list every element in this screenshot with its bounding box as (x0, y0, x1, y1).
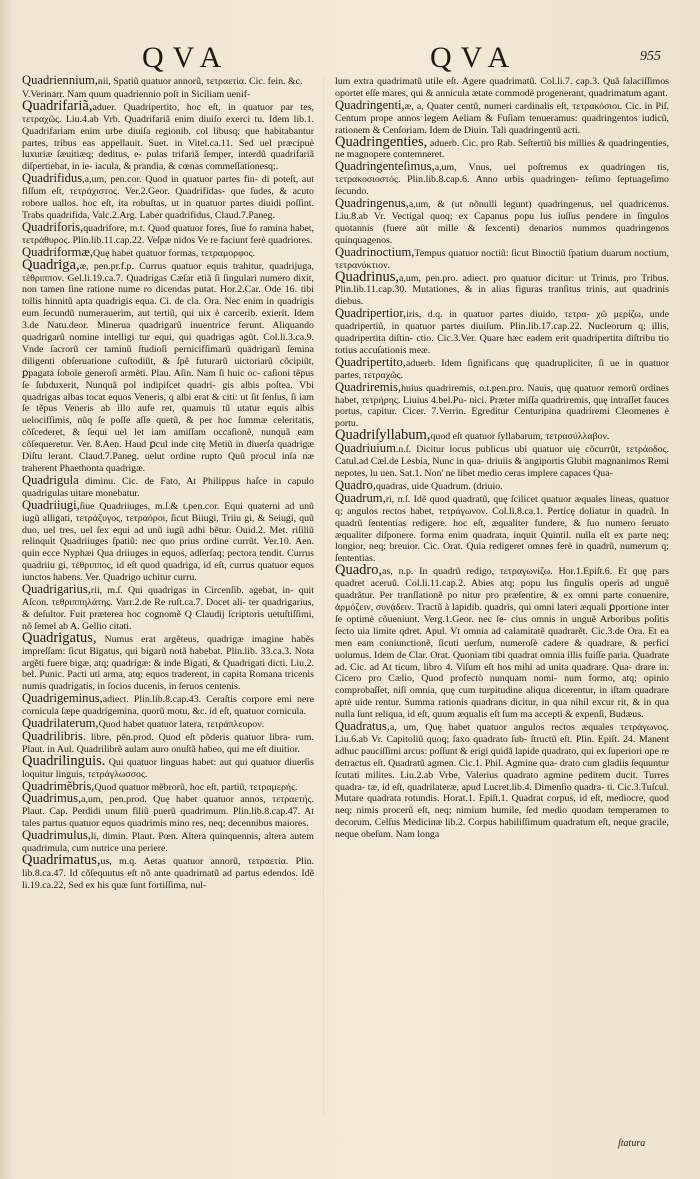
page-number: 955 (640, 49, 661, 64)
entry-text: V.Verinarr. Nam quum quadriennio poſt in Siciliam uenif- (22, 88, 251, 100)
dictionary-entry (22, 584, 314, 633)
entry-text: quod eſt quatuor ſyllabarum, τετρασύλλαβον. (430, 431, 610, 443)
column-gutter (323, 76, 324, 1116)
dictionary-entry (22, 693, 314, 718)
running-head-right: QVA (430, 41, 519, 74)
entry-text: huius quadriremis, o.t.pen.pro. Nauis, quę quatuor remorũ ordines habet, τετρήρης. Liuius 4.bel.Pu- nici. Præter miſſa quadriremis, quę intraſſet fauces portus, capitur. Cicer. 7.Verrin. Egreditur Centuripina quadriremi Cleomenes è portu. (335, 382, 669, 430)
dictionary-entry (22, 219, 314, 247)
dictionary-entry (335, 198, 669, 247)
entry-headword: Quadrigatus, (22, 629, 97, 646)
entry-headword: Quadringenteſimus, (335, 159, 435, 174)
entry-headword: Quadrilibris. (22, 728, 87, 743)
entry-text: .n.ſ. Dicitur locus publicus ubi quatuor uię cõcurrũt, τετράοδος. Catul.ad Cæl.de Lesbia, Nunc in qua- driuiis & angiportis Glubit magnanimos Remi nepotes, lu uen. Sat.1. Non' ne libet medio ceras implere capaces Qua- (335, 444, 669, 479)
entry-text: us, m.q. Aetas quatuor annorũ, τετραετία. Plin. lib.8.ca.47. Id cõſequutus eſt nõ ante quadrimatũ ad partus edendos. Idẽ li.19.ca.22, Sed ex his quæ ſunt fortiſſima, nul- (22, 856, 314, 891)
entry-headword: Quadrilaterum, (22, 716, 99, 731)
dictionary-entry (22, 256, 314, 475)
entry-headword: Quadriformæ, (22, 244, 93, 259)
entry-headword: Quadriuium (335, 441, 396, 456)
dictionary-entry (335, 354, 669, 382)
dictionary-entry (22, 97, 314, 173)
entry-headword: Quadro, (335, 477, 376, 492)
entry-text: libre, pẽn.prod. Quod eſt põderis quatuor libra- rum. Plaut. in Aul. Quadrilibrẽ aulam auro onuſtã habeo, qui me eſt diuitior. (22, 731, 314, 755)
entry-headword: Quadrifariã, (22, 97, 93, 114)
catchword: ſtatura (618, 1138, 646, 1149)
dictionary-entry (22, 629, 314, 694)
entry-headword: Quadringenties, (335, 133, 428, 150)
entry-text: aduerb. Cic. pro Rab. Seſtertiũ bis millies & quadringenties, ne magnopere contemneret. (335, 137, 669, 161)
dictionary-entry (22, 497, 314, 584)
entry-headword: Quadripertito, (335, 354, 406, 369)
entry-text: Quod quatuor mẽbrorũ, hoc eſt, partiũ, τετραμερής. (94, 781, 298, 793)
entry-text: aduer. Quadripertito, hoc eſt, in quatuor par tes, τετραχῶς. Liu.4.ab Vrb. Quadrifariã enim diuiſo exerci tu. Idem lib.1. Quadrifariam enim urbe diuiſa regionib. col libusq; que habitabantur partes, tribus eas appellauit. Suet. in Vitel.ca.11. Sed uel præcipuè luxuriæ ſæuitiæq; deditus, e- pulas trifariã ſemper, interdũ quadrifariã diſpertiebat, in ie- iacula, & prandia, & cœnas commeſſationesq;. (22, 101, 314, 173)
dictionary-entry (22, 173, 314, 222)
entry-headword: Quadrinus, (335, 268, 400, 285)
entry-headword: Quadratus, (335, 719, 390, 734)
entry-text: nii, Spatiũ quatuor annorũ, τετραετία. Cic. fein. &c. (97, 76, 303, 87)
right-column (335, 75, 669, 841)
dictionary-entry (335, 75, 669, 100)
entry-headword: Quadrifidus (22, 171, 83, 186)
entry-headword: Quadrigula (22, 472, 79, 487)
dictionary-entry (335, 443, 669, 480)
entry-text: Quę habet quatuor formas, τετραμορφος. (93, 247, 256, 259)
dictionary-entry (335, 490, 669, 565)
running-head-left: QVA (142, 41, 231, 74)
entry-text: Qui quatuor linguas habet: aut qui quatuor diuerſis loquitur linguis, τετράγλωσσος. (22, 756, 314, 780)
entry-text: lum extra quadrimatũ utile eſt. Agere quadrimatũ. Col.li.7. cap.3. Quã ſalaciſſimos oportet eſſe mares, qui & annicula ætate commodè progenerant, quadrimatum agant. (335, 76, 669, 99)
entry-text: Numus erat argẽteus, quadrigæ imagine habẽs impreſſam: ſicut Bigatus, qui bigarũ notã habebat. Plin.lib. 33.ca.3. Nota argẽti fuere bigæ, atq; quadrigæ: & inde Bigati, & Quadrigati dicti. Liu.2. bel. Punic. Pacti uti arma, atq; equos traderent, in capita Romana tricenis numis quadrigatis, in ſocios ducenis, in ſeruos centenis. (22, 633, 314, 693)
entry-headword: Quadriiugi, (22, 497, 80, 512)
entry-text: quadras, uide Quadrum. (driuio. (375, 480, 503, 492)
entry-text: ri, n.ſ. Idẽ quod quadratũ, quę ſcilicet quatuor æquales lineas, quatuor q; angulos rectos habet, τετράγωνον. Col.li.8.ca.1. Perticę doliatur in quadrũ. In quadrũ ſententias redigere. hoc eſt, æqualiter fundere, & ſuo numero ſeruato æqualiter diſponere. forma enim quadrata, inquit Quintil. nulla eſt ex parte neq; longior, neq; breuior. Cic. Orat. Quia redigeret omnes ferè in quadrũ, numerum q; ſententias. (335, 493, 669, 565)
entry-text: a,um, & (ut nõnulli legunt) quadringenus, uel quadricenus. Liu.8.ab Vr. Vectigal quoq; ex Capanus popu lus iuſſus pendere in ſingulos quotannis (fuere aũt mille & ſexcenti) denarios nummos quadringenos quinquagenos. (335, 199, 669, 246)
entry-headword: Quadrigarius, (22, 582, 91, 597)
dictionary-entry (22, 793, 314, 830)
entry-headword: Quadriennium, (22, 73, 98, 87)
entry-headword: Quadrimẽbris, (22, 778, 95, 793)
entry-headword: Quadrum, (335, 490, 386, 505)
dictionary-entry (335, 308, 669, 357)
entry-text: ,a,um, pen.cor. Quod in quatuor partes fin- di poteſt, aut fiſſum eſt, τετράχιστος. Ver.2.Geor. Quadrifidas- que ſudes, & acuto robore uallos. hoc eſt, ita robuſtas, ut in quatuor partes diuidi poſſint. Trabs quadrifida, Valc.2.Arg. Laber quadrifidus, Claud.7.Paneg. (22, 174, 314, 221)
left-column (22, 75, 314, 892)
entry-headword: Quadripertior, (335, 306, 407, 321)
entry-text: a,um, pen.pro. adiect. pro quatuor dicitur: ut Trinus, pro Tribus. Plin.lib.11.cap.30. Mutationes, & in alias figuras tranſitus trinis, aut quadrinis diebus. (335, 272, 669, 308)
entry-headword: Quadringenus, (335, 196, 409, 211)
entry-text: æ, pen.pr.f.p. Currus quatuor equis trahitur, quadrijuga, τέθριππον. Gel.li.19.ca.7. Quadrigas Cæſar etiã ſi ſingulari numero dixit, non tamen ſine ratione nume ro dicendas putat. Hor.2.Car. Ode 16. tibi tollis hinnitũ apta quadrigis equa. Ci. de cla. Ora. Nec enim in quadrigis eum ſecundũ numerauerim, aut tertiũ, qui uix è carcerib. exierit. Idem 3.de Natu.deor. Minerua quadrigarũ inuentrice ferunt. Aliquando quadrigarũ nomine intelligi tur equi, qui quadrigas agũt. Col.li.3.ca.9. Vnde ſacrorũ cer taminũ ſtudioſi pernicifſimarũ quadrigarũ ſemina diligenti obſeruatione cuſtodiũt, & ſpẽ futurarũ uictoriarũ cõcipiũt, ꝑpagata ſobole generoſi armẽti. Plau. Aſin. Nam ſi huic oc- caſioni tẽpus ſe ſubduxerit, Nunquã pol indipiſcet quadri- gis albis poſtea. Vbi quadrigas albas tocat equos Veneris, q albi erat & citi: ut ſit ſenſus, ſi iam ſe tẽpus Veneris ab illo aufe ret, quamuis tũ utatur equis albis uelocifſimis, nũq ſe poſſe aſſe quetũ, & per hoc ſummæ celeritatis, cõſcederet, & ſequi uel let iam amiſſam occaſionẽ, nunquã eam cõſequeretur. Ver. 8.Aen. Haud ꝑcul inde citę Metiũ in diuerſa quadrigæ Diſtu lerant. Claud.7.Paneg. uelut ordine rupto Quũ procul inſa næ traherent Phaethonta quadrigæ. (22, 260, 314, 474)
entry-text: aduerb. Idem ſignificans quę quadrupliciter, ſi ue in quatuor partes, τετραχῶς. (335, 357, 669, 381)
dictionary-entry (335, 268, 669, 309)
entry-text: iris, d.q. in quatuor partes diuido, τετρα- χῶ μερίζω, unde quadripertiũ, in quatuor partes diuiſum. Plin.lib.17.cap.22. Nucleorum q; illis, quadripertita diſtin- ctio. Cic.3.Ver. Quare hæc eadem erit quadripertita diſtribu tio totius accuſationis meæ. (335, 309, 669, 356)
entry-headword: Quadrilinguis. (22, 752, 106, 769)
entry-headword: Quadriſyllabum, (335, 427, 431, 444)
entry-text: li, dimin. Plaut. Pœn. Altera quinquennis, altera autem quadrimula, cum nutrice una periere. (22, 831, 314, 855)
entry-text: Tempus quatuor noctiũ: ſicut Binoctiũ ſpatium duarum noctium, τετρανύκτιον. (335, 247, 669, 271)
entry-headword: Quadro, (335, 562, 383, 579)
entry-headword: Quadrimatus, (22, 852, 101, 868)
entry-headword: Quadrinoctium, (335, 244, 415, 259)
dictionary-entry (335, 379, 669, 431)
entry-text: as, n.p. In quadrũ redigo, τετραγωνίζω. Hor.1.Epiſt.6. Et quę pars quadret aceruũ. Col.li.11.cap.2. Abies atq; popu lus ſingulis operis ad unguẽ quadrãtur. Per tranſlationẽ po nitur pro præſentire, & ex omni parte conuenire, ἁρμόζειν, συνᾴδειν. Tractũ à lapidib. quadris, qui omni lateri æquali ꝑportione inter ſe optimè cõueniunt. Verg.1.Geor. nec ſe- cius omnis in unguẽ Arboribus poſitis ſecto uia limite qdret. Apul. Vt omnia ad calamitatẽ quadrarẽt. Cic.3.de Ora. Et ea men eam coniunctionẽ, ſicuti uerſum, numeroſè cadere & quadrare, & perfici uolumus. Idem de Clar. Orat. Quoniam tibi quadrat omnia illis fuiſſe paria. Quadrate ad. Cic. ad At ticum, libro 4. Viſum eſt hos mihi ad unita quadrare. Qua- drare in. Cicero pro Cælio, Quod profectò nunquam nomi- num formo, atq; opinio comprobaſſet, niſi omnia, quę cum turpitudine aliqua dicerentur, in iſtam quadrare aptè uide rentur. Summa rationis quadrans dicitur, in qua nihil excur rit, & in qua nulla ſunt reliqua, id eſt, quum æqualis eſt ſum ma accepti & expenſi, Budæus. (335, 566, 669, 721)
entry-text: æ, a, Quater centũ, numeri cardinalis eſt, τετρακόσιοι. Cic. in Piſ. Centum prope annos legem Aeliam & Fuſiam tenueramus: quadringentos iudicũ, rationem & Cenſoriam. Idem de Diuin. Tali quadringentũ acti. (335, 100, 669, 136)
entry-text: a, um, Quę habet quatuor angulos rectos æquales τετράγωνος. Liu.6.ab Vr. Capitoliũ quoq; ſaxo quadrato ſub- ſtructũ eſt. Plin. Epiſt. 24. Manent adhuc pauciſſimi arcus: poſſunt & erigi quidã lapide quadrato, qui ex ſuperiori ope re detractus eſt. Quadratũ agmen. Cic.1. Phil. Agmine qua- drato cum gladiis ſequuntur ſcutati milites. Liu.2.ab Vrbe, Valerius quadrato agmine peditem ducit. Turres quadra- tæ, id eſt, quadrilateræ, apud Lucret.lib.4. Dimenſio quadra- ti. Cic.3.Tuſcul. Mutare quadrata rotundis. Horat.1. Epiſt.1. Quadrat corpus, id eſt, mediocre, quod neq; nimis procerũ eſt, neq; nimium humile, ſed medio quodam temperamen to decorum. Celſus Medicinæ lib.2. Corpus habiliſſimum quadratum eſt, neque gracile, neque obeſum. Nam longa (335, 722, 670, 841)
dictionary-entry (335, 97, 669, 137)
dictionary-entry (335, 562, 669, 721)
entry-text: quadrifore, m.t. Quod quatuor fores, ſiue fo ramina habet, τετράθυρος. Plin.lib.11.cap.22. Veſpæ nidos Ve re faciunt ferè quadriores. (22, 222, 314, 246)
dictionary-entry (335, 721, 669, 841)
entry-headword: Quadrimulus, (22, 828, 91, 843)
entry-text: a,um, pen.prod. Quę habet quatuor annos, τετραετής. Plaut. Cap. Perdidi unum filiũ puerũ quadrimum. Plin.lib.8.cap.47. At tales partus quatuor equos quadrimis mino res, neq; decennibus maiores. (22, 794, 314, 830)
entry-headword: Quadriremis, (335, 379, 402, 394)
entry-text: ſiue Quadriiuges, m.ſ.& t.pen.cor. Equi quaterni ad unũ iugũ alligati, τετράζυγος, τετραόροι, ſicut Biiugi, Triiu gi, & Seiugi, quũ duo, uel tres, uel ſex equi ad unũ iugũ adhi bẽtur. Ouid.2. Met. riſiliũ relinquit Quadriiuges ſpatiũ: nec quo prius ordine currũt. Ver.10. Aen. quin ecce Nyphæi Qua driiuges in equos, adſerſaq; pectora tendit. Currus quadriiu gi, τέθριππος, id eſt quod quadriga, id eſt, currus quatuor equos iunctos habens. Ver. Quadrigo uchitur curru. (22, 500, 314, 584)
entry-text: rii, m.ſ. Qui quadrigas in Circenſib. agebat, in- quit Aſcon. τεθριππηλάτης. Varr.2.de Re ruſt.ca.7. Docet ali- ter quadrigarius, & deſultor. Fuit præterea hoc cognomẽ Q Claudij ſcriptoris uetuſtiſſimi, nõ ſemel ab A. Gellio citati. (22, 585, 314, 632)
entry-text: Quod habet quatuor latera, τετράπλευρον. (98, 719, 265, 731)
entry-headword: Quadriga, (22, 256, 80, 273)
dictionary-entry (22, 852, 314, 892)
running-header (0, 40, 700, 76)
dictionary-entry (335, 161, 669, 198)
entry-headword: Quadrimus, (22, 791, 82, 806)
entry-headword: Quadriforis, (22, 219, 84, 234)
dictionary-entry (335, 133, 669, 162)
entry-headword: Quadringenti, (335, 97, 405, 112)
dictionary-entry (22, 75, 314, 88)
entry-text: adiect. Plin.lib.8.cap.43. Ceraſtis corpore emi nere cornicula ſæpe quadrigemina, quorũ motu, &c. id eſt, quatuor cornicula. (22, 694, 314, 718)
entry-text: diminu. Cic. de Fato, At Philippus haſce in capulo quadrigulas uitare monebatur. (22, 475, 314, 499)
entry-text: a,um, Vnus, uel poſtremus ex quadringen tis, τετρακοσιοστός. Plin.lib.8.cap.6. Anno urbis quadringen- teſimo ſeptuageſimo ſecundo. (335, 162, 669, 198)
dictionary-entry (22, 472, 314, 500)
dictionary-entry (22, 752, 314, 781)
entry-headword: Quadrigeminus, (22, 691, 103, 706)
